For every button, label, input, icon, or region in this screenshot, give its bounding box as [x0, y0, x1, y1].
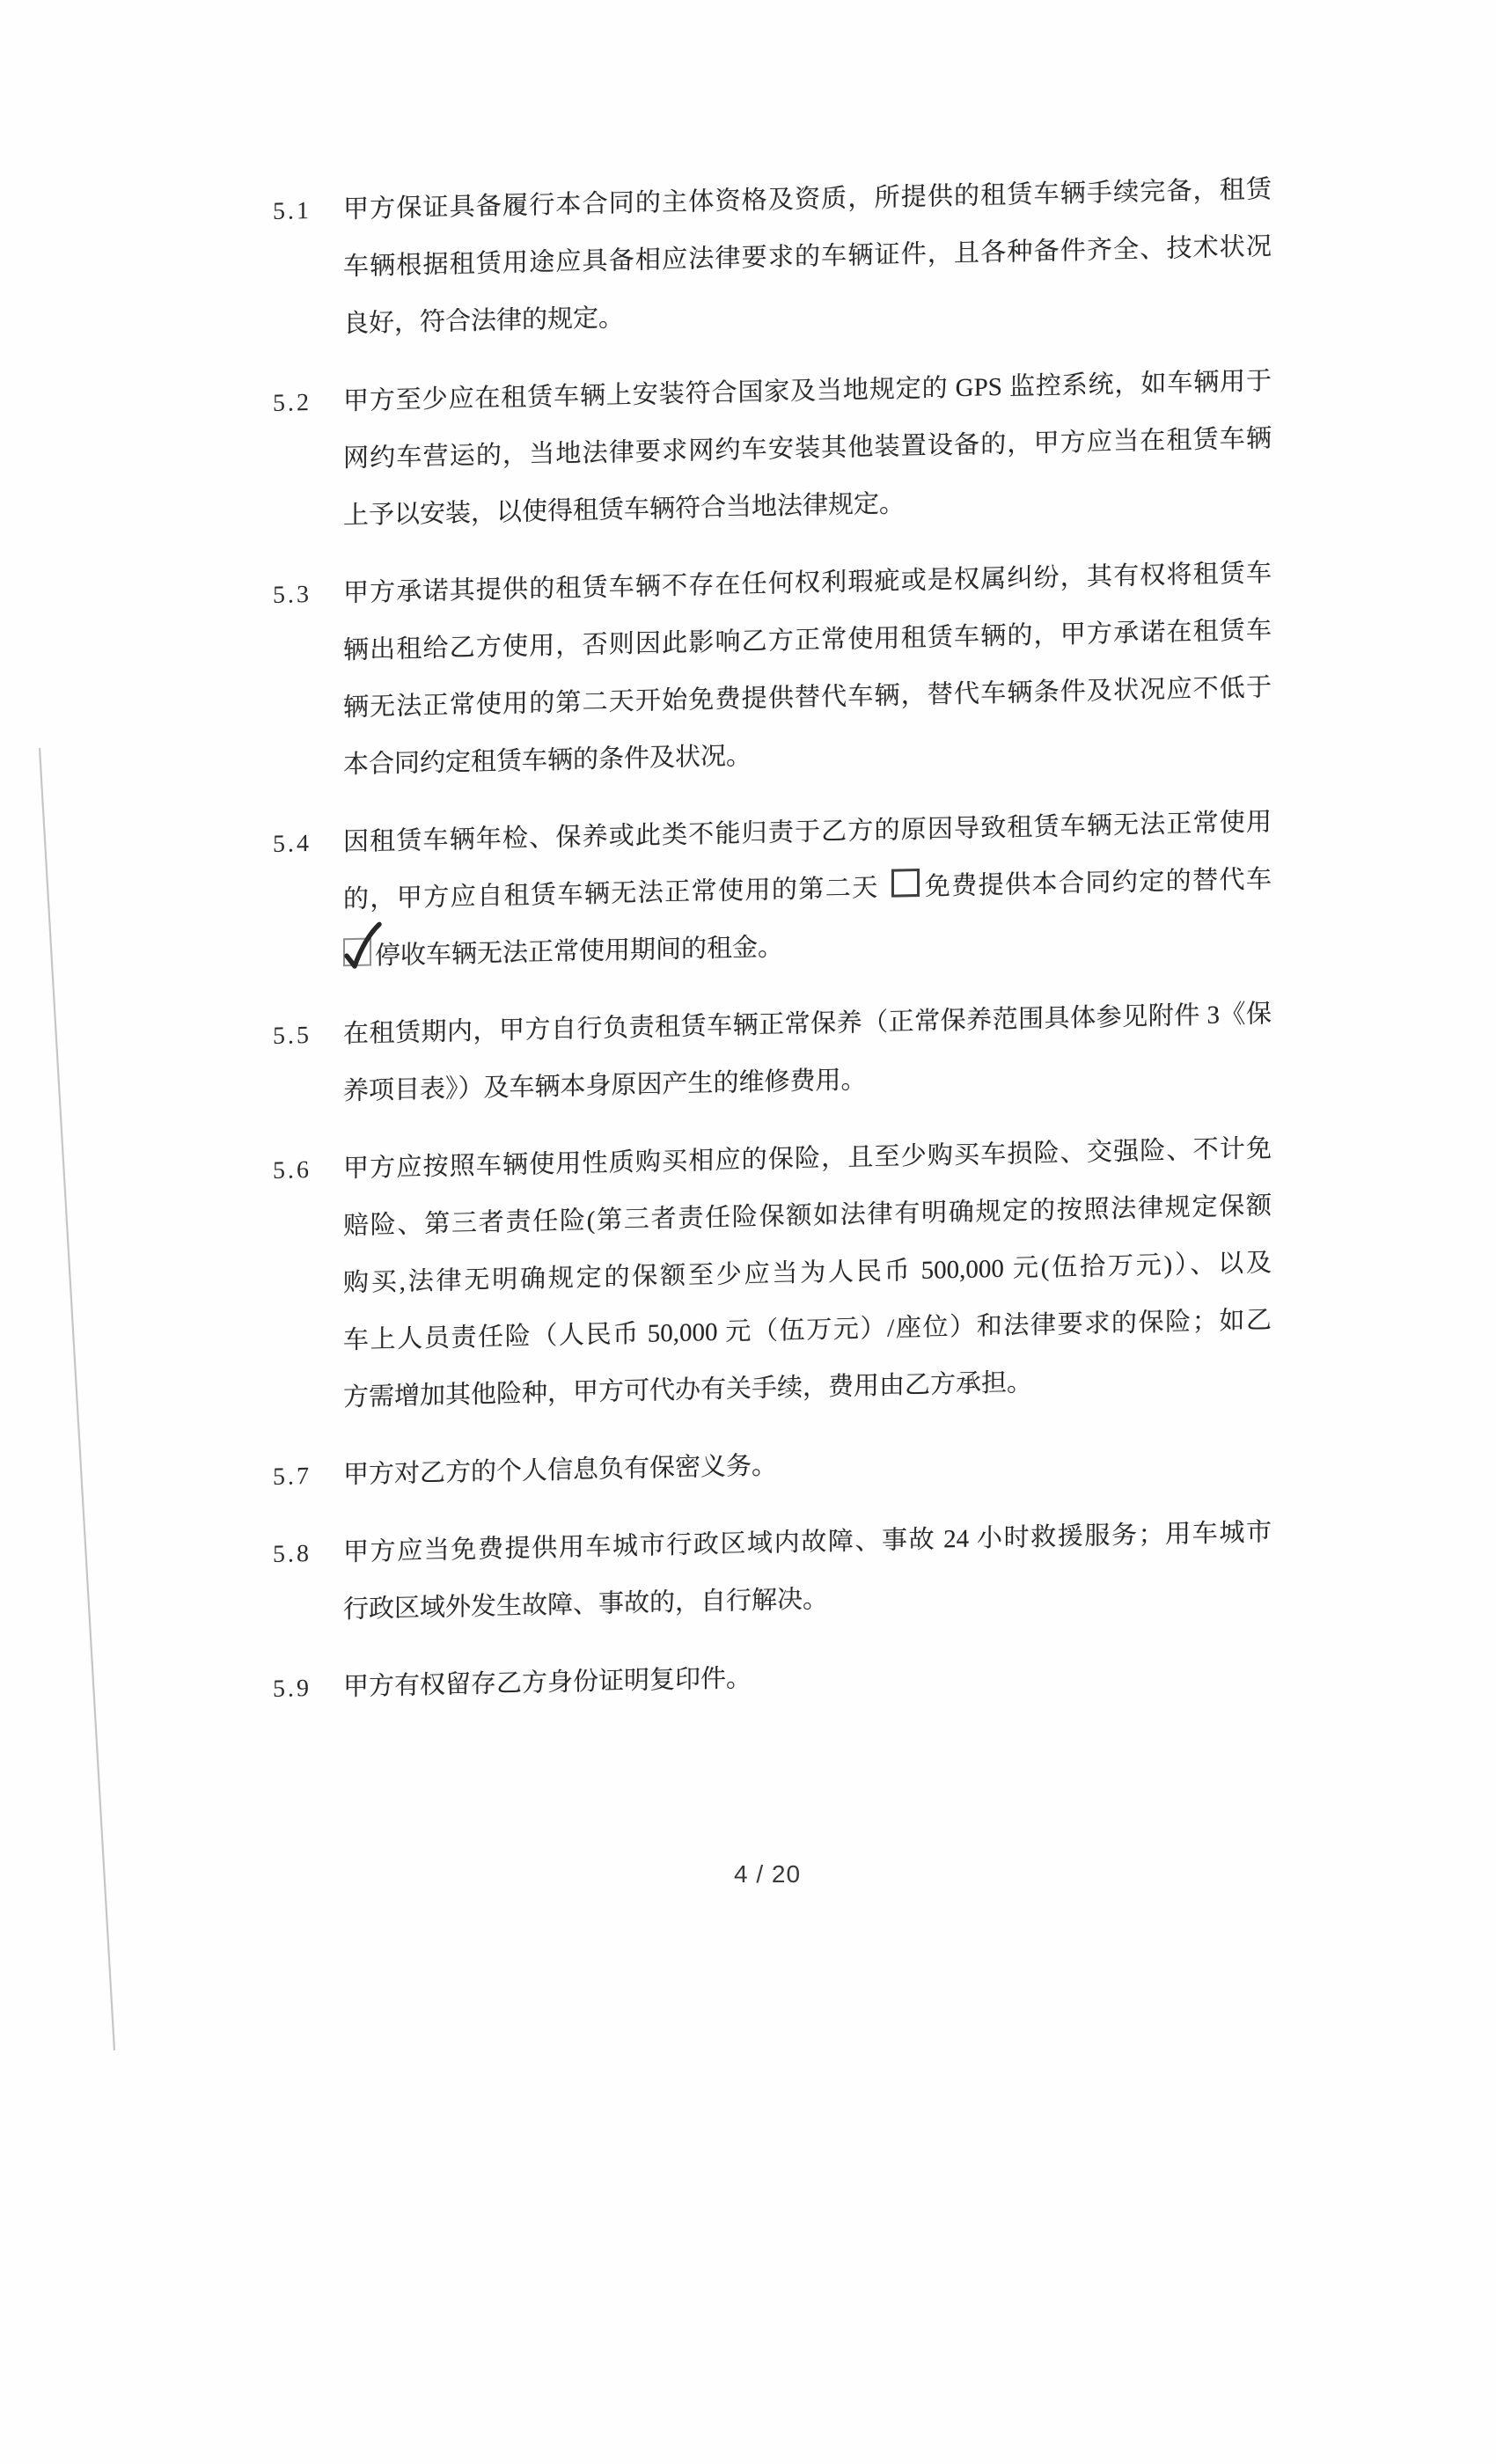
clause-line-text: 甲方承诺其提供的租赁车辆不存在任何权利瑕疵或是权属纠纷，其有权将租赁车 — [343, 559, 1272, 608]
clause-line-text: 辆出租给乙方使用，否则因此影响乙方正常使用租赁车辆的，甲方承诺在租赁车 — [343, 616, 1272, 665]
clause-text — [343, 986, 1272, 1120]
clause-5-1 — [273, 161, 1276, 355]
clause-line-text: 免费提供本合同约定的替代车 — [923, 865, 1272, 901]
clause-text — [343, 1504, 1272, 1639]
clause-line-text: 甲方对乙方的个人信息负有保密义务。 — [343, 1451, 778, 1490]
clause-number: 5.6 — [273, 1156, 312, 1184]
clause-number: 5.1 — [273, 197, 312, 225]
clause-line — [343, 1426, 1272, 1504]
clause-5-4 — [273, 794, 1276, 987]
clause-line-text: 车上人员责任险（人民币 50,000 元（伍万元）/座位）和法律要求的保险；如乙 — [343, 1306, 1272, 1355]
clause-5-5 — [273, 986, 1276, 1122]
handwritten-check-icon — [340, 921, 385, 973]
clause-line-text: 良好，符合法律的规定。 — [343, 304, 625, 339]
clause-line-text: 甲方有权留存乙方身份证明复印件。 — [343, 1664, 752, 1702]
clause-line-text: 停收车辆无法正常使用期间的租金。 — [375, 933, 784, 971]
clause-line-text: 赔险、第三者责任险(第三者责任险保额如法律有明确规定的按照法律规定保额 — [343, 1192, 1272, 1241]
clause-number: 5.5 — [273, 1022, 312, 1050]
clause-number: 5.7 — [273, 1463, 312, 1491]
checkbox-unchecked[interactable] — [891, 869, 920, 898]
clause-text — [343, 794, 1272, 986]
clause-number: 5.9 — [273, 1675, 312, 1703]
clause-line-text: 辆无法正常使用的第二天开始免费提供替代车辆，替代车辆条件及状况应不低于 — [343, 673, 1272, 722]
clause-line-text: 车辆根据租赁用途应具备相应法律要求的车辆证件，且各种备件齐全、技术状况 — [343, 232, 1272, 282]
clause-number: 5.2 — [273, 389, 312, 417]
clause-line-text: 在租赁期内，甲方自行负责租赁车辆正常保养（正常保养范围具体参见附件 3《保 — [343, 1000, 1272, 1049]
clause-5-9 — [273, 1639, 1276, 1718]
clause-line-text: 甲方保证具备履行本合同的主体资格及资质，所提供的租赁车辆手续完备，租赁 — [343, 175, 1272, 224]
clause-text — [343, 1120, 1272, 1426]
clause-text — [343, 1639, 1272, 1716]
clause-text — [343, 545, 1272, 794]
clause-5-7 — [273, 1426, 1276, 1506]
clause-text — [343, 1426, 1272, 1504]
clause-line-text: 网约车营运的，当地法律要求网约车安装其他装置设备的，甲方应当在租赁车辆 — [343, 424, 1272, 473]
clause-line-text: 上予以安装，以使得租赁车辆符合当地法律规定。 — [343, 489, 906, 531]
clause-line-text: 养项目表》）及车辆本身原因产生的维修费用。 — [343, 1066, 867, 1106]
clause-line-text: 甲方至少应在租赁车辆上安装符合国家及当地规定的 GPS 监控系统，如车辆用于 — [343, 367, 1272, 416]
clause-line-text: 因租赁车辆年检、保养或此类不能归责于乙方的原因导致租赁车辆无法正常使用 — [343, 808, 1272, 857]
clause-line-text: 购买,法律无明确规定的保额至少应当为人民币 500,000 元(伍拾万元)）、以及 — [343, 1249, 1272, 1298]
clause-line-text: 行政区域外发生故障、事故的，自行解决。 — [343, 1585, 829, 1624]
clause-5-2 — [273, 353, 1276, 546]
clause-number: 5.3 — [273, 581, 312, 609]
clause-number: 5.4 — [273, 830, 312, 858]
clause-5-6 — [273, 1120, 1276, 1428]
clause-text — [343, 353, 1272, 545]
clause-5-3 — [273, 545, 1276, 796]
clause-number: 5.8 — [273, 1540, 312, 1568]
clause-line-text: 方需增加其他险种，甲方可代办有关手续，费用由乙方承担。 — [343, 1368, 1033, 1412]
checkbox-checked[interactable] — [343, 938, 371, 967]
clause-5-8 — [273, 1504, 1276, 1640]
contract-clauses — [273, 161, 1276, 1738]
clause-line-text: 甲方应当免费提供用车城市行政区域内故障、事故 24 小时救援服务；用车城市 — [343, 1518, 1272, 1567]
page-number: 4 / 20 — [733, 1860, 802, 1888]
clause-text — [343, 161, 1272, 353]
clause-line-text: 的，甲方应自租赁车辆无法正常使用的第二天 — [343, 873, 887, 914]
clause-line — [343, 1639, 1272, 1716]
clause-line-text: 本合同约定租赁车辆的条件及状况。 — [343, 742, 752, 780]
clause-line-text: 甲方应按照车辆使用性质购买相应的保险，且至少购买车损险、交强险、不计免 — [343, 1134, 1272, 1184]
